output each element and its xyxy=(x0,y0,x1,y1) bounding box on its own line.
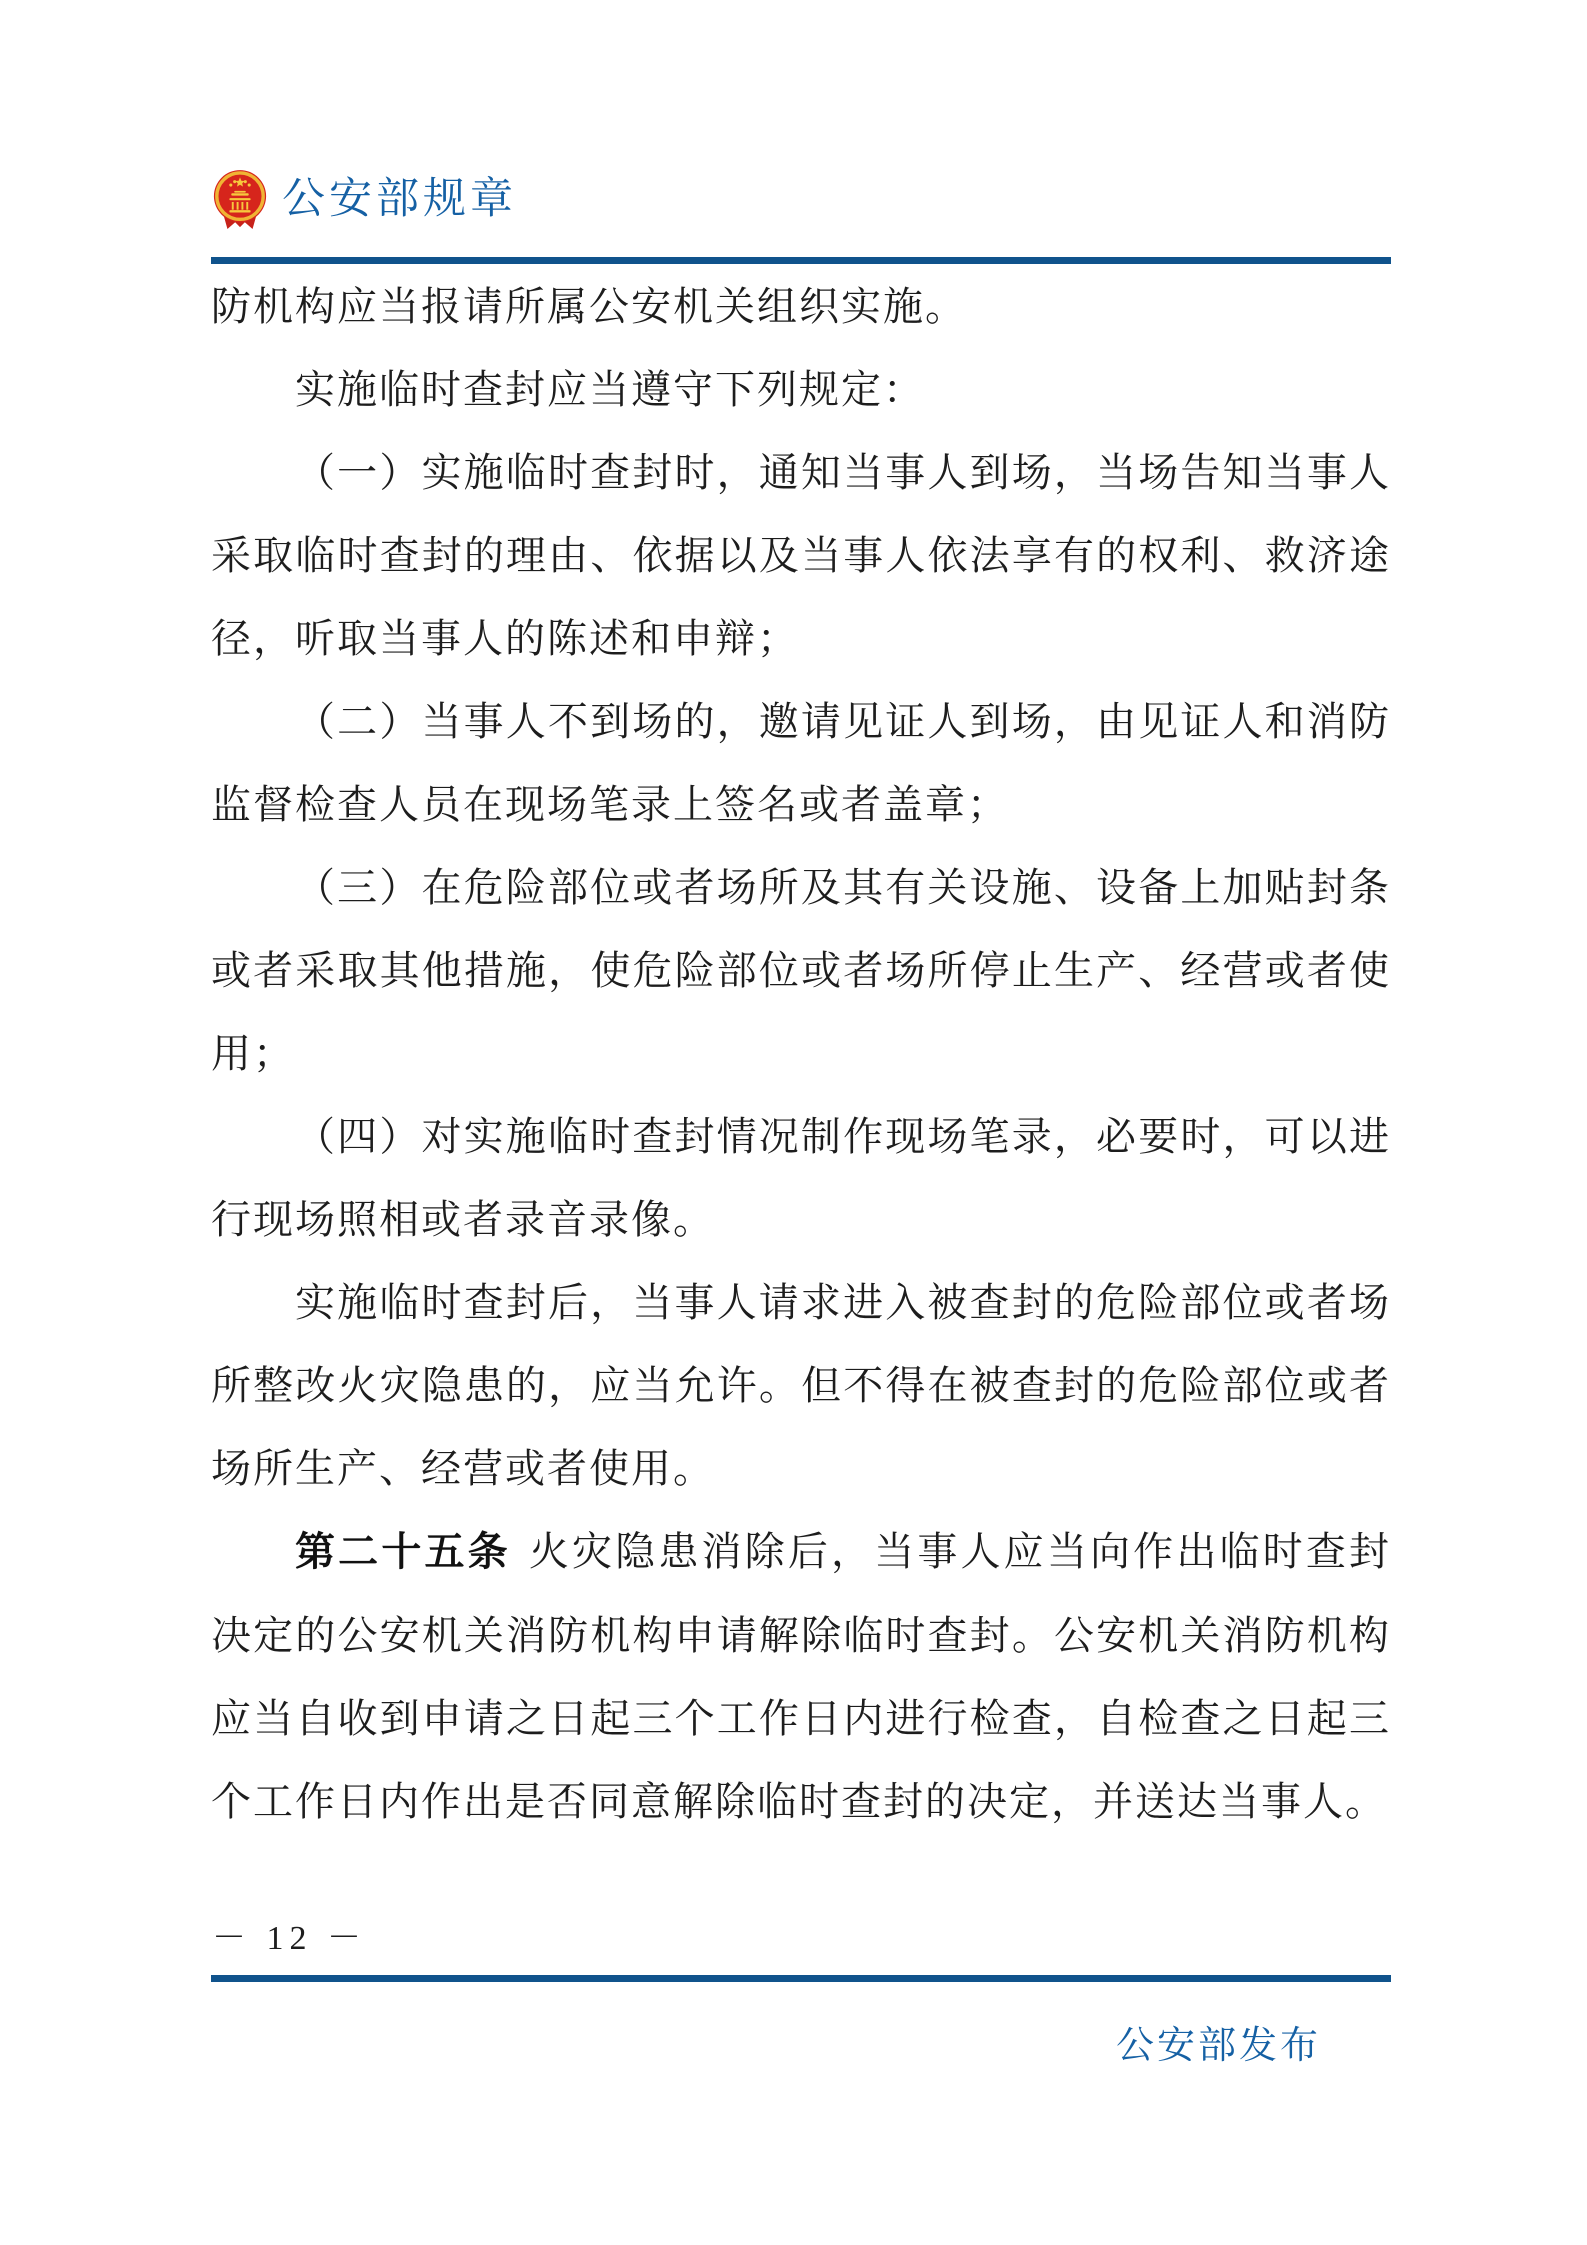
paragraph-item-2: （二）当事人不到场的，邀请见证人到场，由见证人和消防监督检查人员在现场笔录上签名或者盖章； xyxy=(211,699,1391,827)
page-header xyxy=(211,168,517,234)
header-rule xyxy=(211,257,1391,264)
paragraph-item-4: （四）对实施临时查封情况制作现场笔录，必要时，可以进行现场照相或者录音录像。 xyxy=(211,1114,1391,1242)
paragraph-followup: 实施临时查封后，当事人请求进入被查封的危险部位或者场所整改火灾隐患的，应当允许。但不得在被查封的危险部位或者场所生产、经营或者使用。 xyxy=(211,1280,1391,1491)
paragraph-article-25 xyxy=(211,1510,1391,1843)
footer-rule xyxy=(211,1975,1391,1982)
paragraph-item-3: （三）在危险部位或者场所及其有关设施、设备上加贴封条或者采取其他措施，使危险部位或者场所停止生产、经营或者使用； xyxy=(211,865,1391,1076)
document-body xyxy=(211,265,1391,1843)
page-title: 公安部规章 xyxy=(282,175,517,223)
paragraph-item-1: （一）实施临时查封时，通知当事人到场，当场告知当事人采取临时查封的理由、依据以及当事人依法享有的权利、救济途径，听取当事人的陈述和申辩； xyxy=(211,450,1391,661)
page-number: － 12 － xyxy=(212,1920,367,1957)
publisher-label: 公安部发布 xyxy=(1115,2025,1321,2067)
national-emblem-icon xyxy=(211,169,269,233)
paragraph-intro: 实施临时查封应当遵守下列规定： xyxy=(295,367,925,412)
paragraph-continuation: 防机构应当报请所属公安机关组织实施。 xyxy=(211,284,967,329)
article-text: 火灾隐患消除后，当事人应当向作出临时查封决定的公安机关消防机构申请解除临时查封。公安机关消防机构应当自收到申请之日起三个工作日内进行检查，自检查之日起三个工作日内作出是否同意解除临时查封的决定，并送达当事人。 xyxy=(211,1529,1392,1824)
article-number: 第二十五条 xyxy=(295,1530,511,1574)
